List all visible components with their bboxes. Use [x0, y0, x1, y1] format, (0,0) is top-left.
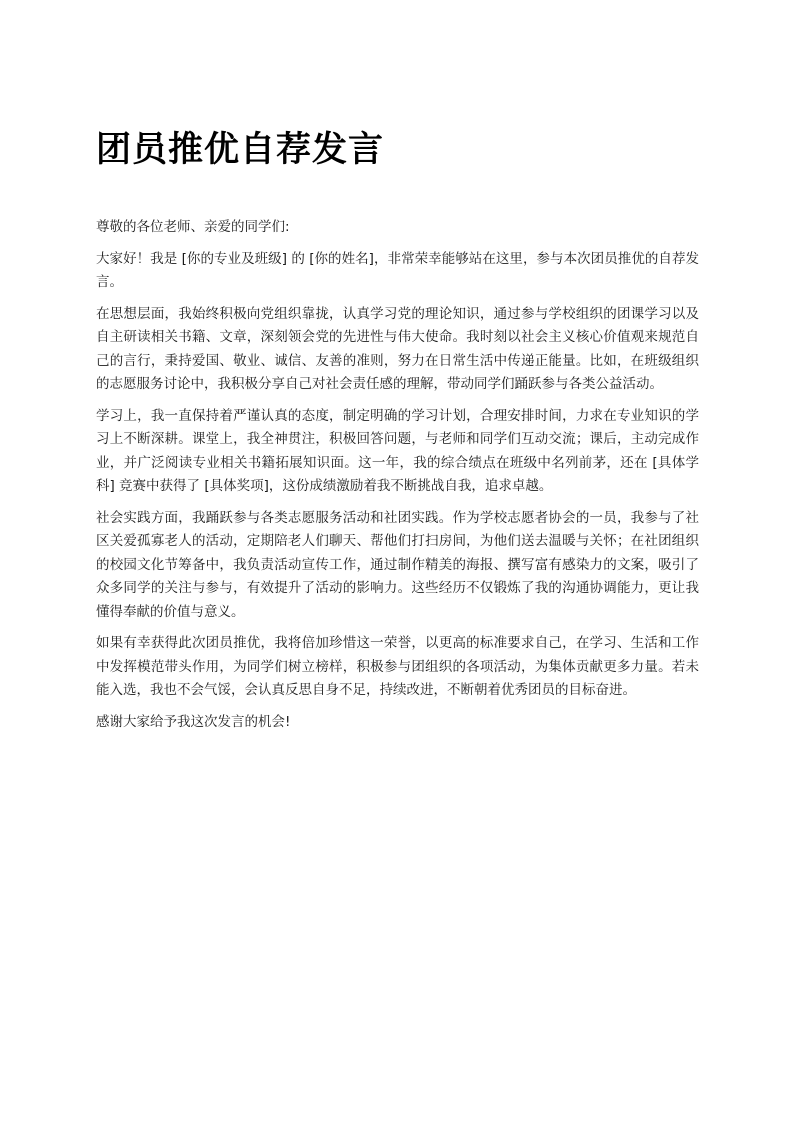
- paragraph-social-practice: 社会实践方面，我踊跃参与各类志愿服务活动和社团实践。作为学校志愿者协会的一员，我参与了社区关爱孤寡老人的活动，定期陪老人们聊天、帮他们打扫房间，为他们送去温暖与关怀；在社团组织的校园文化节筹备中，我负责活动宣传工作，通过制作精美的海报、撰写富有感染力的文案，吸引了众多同学的关注与参与，有效提升了活动的影响力。这些经历不仅锻炼了我的沟通协调能力，更让我懂得奉献的价值与意义。: [96, 509, 699, 620]
- document-page: [96, 124, 699, 742]
- paragraph-greeting: 大家好！我是 [你的专业及班级] 的 [你的姓名]，非常荣幸能够站在这里，参与本次团员推优的自荐发言。: [96, 250, 699, 290]
- closing-line: 感谢大家给予我这次发言的机会!: [96, 713, 291, 730]
- paragraph-ideology: 在思想层面，我始终积极向党组织靠拢，认真学习党的理论知识，通过参与学校组织的团课学习以及自主研读相关书籍、文章，深刻领会党的先进性与伟大使命。我时刻以社会主义核心价值观来规范自己的言行，秉持爱国、敬业、诚信、友善的准则，努力在日常生活中传递正能量。比如，在班级组织的志愿服务讨论中，我积极分享自己对社会责任感的理解，带动同学们踊跃参与各类公益活动。: [96, 305, 699, 392]
- document-title: 团员推优自荐发言: [96, 130, 385, 170]
- salutation: 尊敬的各位老师、亲爱的同学们:: [96, 219, 290, 235]
- paragraph-commitment: 如果有幸获得此次团员推优，我将倍加珍惜这一荣誉，以更高的标准要求自己，在学习、生活和工作中发挥模范带头作用，为同学们树立榜样，积极参与团组织的各项活动，为集体贡献更多力量。若未能入选，我也不会气馁，会认真反思自身不足，持续改进，不断朝着优秀团员的目标奋进。: [96, 635, 699, 698]
- paragraph-study: 学习上，我一直保持着严谨认真的态度，制定明确的学习计划，合理安排时间，力求在专业知识的学习上不断深耕。课堂上，我全神贯注，积极回答问题，与老师和同学们互动交流；课后，主动完成作业，并广泛阅读专业相关书籍拓展知识面。这一年，我的综合绩点在班级中名列前茅，还在 [具体学科] 竞赛中获得了 [具体奖项]，这份成绩激励着我不断挑战自我，追求卓越。: [96, 407, 699, 494]
- document-body: [96, 216, 699, 734]
